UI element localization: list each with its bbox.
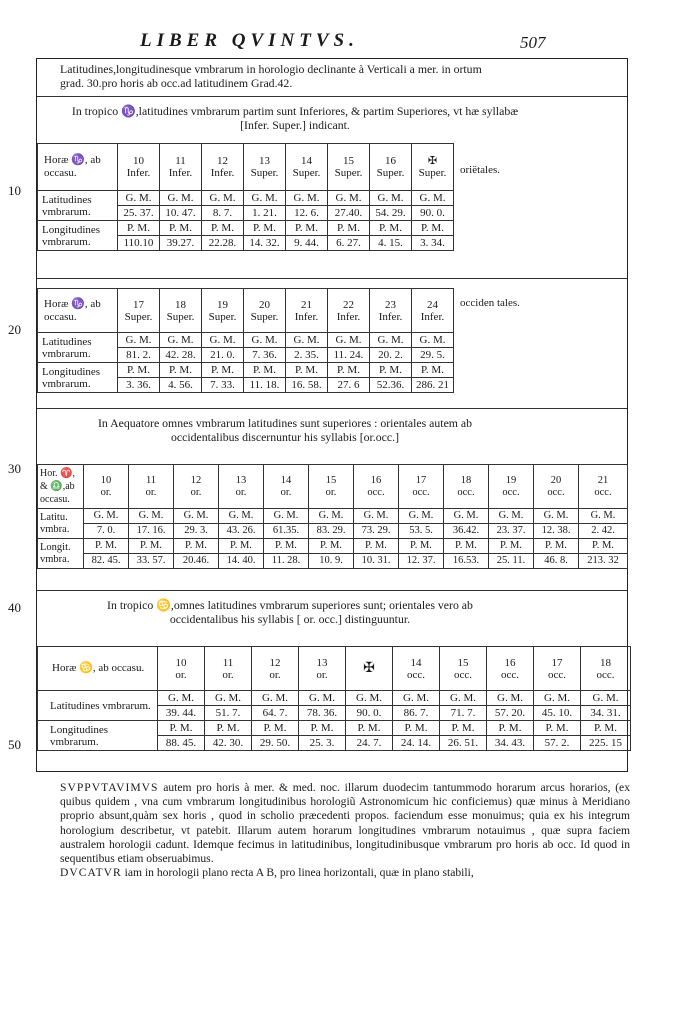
unit-cell: G. M. [118, 333, 160, 348]
unit-cell: P. M. [399, 539, 444, 554]
margin-number-40: 40 [8, 600, 21, 615]
value-cell: 33. 57. [129, 554, 174, 569]
lat-row-label: Latitudines vmbrarum. [38, 191, 118, 221]
unit-cell: P. M. [129, 539, 174, 554]
unit-cell: G. M. [393, 691, 440, 706]
value-cell: 24. 14. [393, 736, 440, 751]
unit-cell: G. M. [118, 191, 160, 206]
cross-icon: ✠ [363, 660, 375, 676]
hour-cell: 22 Infer. [328, 289, 370, 333]
unit-cell: P. M. [581, 721, 631, 736]
value-cell: 20. 2. [370, 348, 412, 363]
hour-cell: 14 Super. [286, 144, 328, 191]
hour-cell: 19 occ. [489, 465, 534, 509]
value-cell: 53. 5. [399, 524, 444, 539]
hour-cell: 24 Infer. [412, 289, 454, 333]
value-cell: 2. 42. [579, 524, 628, 539]
value-cell: 11. 24. [328, 348, 370, 363]
unit-cell: P. M. [412, 221, 454, 236]
hour-cell: 18 Super. [160, 289, 202, 333]
unit-cell: P. M. [202, 221, 244, 236]
value-cell: 110.10 [118, 236, 160, 251]
value-cell: 4. 56. [160, 378, 202, 393]
section-divider [37, 408, 627, 409]
unit-cell: P. M. [534, 721, 581, 736]
unit-cell: G. M. [160, 191, 202, 206]
value-cell: 3. 36. [118, 378, 160, 393]
hour-cell: 11 or. [129, 465, 174, 509]
value-cell: 43. 26. [219, 524, 264, 539]
aequator-table [37, 464, 628, 569]
value-cell: 90. 0. [412, 206, 454, 221]
value-cell: 23. 37. [489, 524, 534, 539]
value-cell: 29. 5. [412, 348, 454, 363]
unit-cell: P. M. [118, 221, 160, 236]
unit-cell: G. M. [534, 509, 579, 524]
hour-cell: 18 occ. [581, 647, 631, 691]
value-cell: 10. 31. [354, 554, 399, 569]
hour-cell: 17 occ. [534, 647, 581, 691]
cancer-intro: In tropico ♋,omnes latitudines vmbrarum superiores sunt; orientales vero ab occidentalibus his syllabis [ or. occ.] distinguuntur. [107, 598, 473, 626]
hour-cell: 15 occ. [440, 647, 487, 691]
value-cell: 25. 3. [299, 736, 346, 751]
margin-number-20: 20 [8, 322, 21, 337]
value-cell: 24. 7. [346, 736, 393, 751]
corner-label: Horæ ♑, ab occasu. [38, 144, 118, 191]
capricorn-table-1 [37, 143, 598, 251]
unit-cell: P. M. [346, 721, 393, 736]
running-title: LIBER QVINTVS. [140, 30, 359, 51]
margin-number-50: 50 [8, 737, 21, 752]
unit-cell: G. M. [244, 191, 286, 206]
unit-cell: G. M. [84, 509, 129, 524]
hour-cell: ✠ Super. [412, 144, 454, 191]
hour-cell: 13 or. [299, 647, 346, 691]
value-cell: 90. 0. [346, 706, 393, 721]
value-cell: 12. 38. [534, 524, 579, 539]
unit-cell: P. M. [205, 721, 252, 736]
unit-cell: P. M. [489, 539, 534, 554]
unit-cell: P. M. [244, 221, 286, 236]
unit-cell: G. M. [244, 333, 286, 348]
hour-cell [346, 647, 393, 691]
cancer-table [37, 646, 631, 751]
unit-cell: G. M. [252, 691, 299, 706]
value-cell: 29. 3. [174, 524, 219, 539]
unit-cell: P. M. [444, 539, 489, 554]
paragraph-lead: DVCATVR [60, 866, 122, 880]
corner-label: Horæ ♋, ab occasu. [38, 647, 158, 691]
unit-cell: P. M. [160, 363, 202, 378]
value-cell: 52.36. [370, 378, 412, 393]
hour-cell: 13 or. [219, 465, 264, 509]
lat-row-label: Latitu. vmbra. [38, 509, 84, 539]
value-cell: 71. 7. [440, 706, 487, 721]
section-divider [37, 590, 627, 591]
unit-cell: P. M. [219, 539, 264, 554]
hour-cell: 12 or. [252, 647, 299, 691]
hour-cell: 17 Super. [118, 289, 160, 333]
unit-cell: G. M. [489, 509, 534, 524]
hour-cell: 16 occ. [487, 647, 534, 691]
unit-cell: P. M. [118, 363, 160, 378]
lon-row-label: Longit. vmbra. [38, 539, 84, 569]
hour-cell: 21 occ. [579, 465, 628, 509]
corner-label: Hor. ♈, & ♎,ab occasu. [38, 465, 84, 509]
value-cell: 16.53. [444, 554, 489, 569]
value-cell: 34. 43. [487, 736, 534, 751]
value-cell: 54. 29. [370, 206, 412, 221]
unit-cell: P. M. [579, 539, 628, 554]
hour-cell: 16 occ. [354, 465, 399, 509]
hour-cell: 23 Infer. [370, 289, 412, 333]
unit-cell: P. M. [354, 539, 399, 554]
value-cell: 3. 34. [412, 236, 454, 251]
hour-cell: 16 Super. [370, 144, 412, 191]
value-cell: 57. 20. [487, 706, 534, 721]
intro-heading: Latitudines,longitudinesque vmbrarum in horologio declinante à Verticali a mer. in ortum grad. 30.pro horis ab occ.ad latitudinem Grad.42. [60, 62, 482, 90]
unit-cell: G. M. [579, 509, 628, 524]
value-cell: 7. 0. [84, 524, 129, 539]
unit-cell: G. M. [354, 509, 399, 524]
unit-cell: G. M. [174, 509, 219, 524]
lon-row-label: Longitudines vmbrarum. [38, 721, 158, 751]
unit-cell: P. M. [158, 721, 205, 736]
hour-cell: 11 or. [205, 647, 252, 691]
capricorn-intro: In tropico ♑,latitudines vmbrarum partim sunt Inferiores, & partim Superiores, vt hæ syllabæ [Infer. Super.] indicant. [71, 104, 519, 132]
hour-cell: 14 occ. [393, 647, 440, 691]
value-cell: 213. 32 [579, 554, 628, 569]
side-note: occiden tales. [460, 296, 520, 309]
hour-cell: 13 Super. [244, 144, 286, 191]
hour-cell: 10 or. [158, 647, 205, 691]
value-cell: 25. 11. [489, 554, 534, 569]
unit-cell: P. M. [264, 539, 309, 554]
value-cell: 11. 28. [264, 554, 309, 569]
value-cell: 10. 9. [309, 554, 354, 569]
lat-row-label: Latitudines vmbrarum. [38, 691, 158, 721]
value-cell: 20.46. [174, 554, 219, 569]
hour-cell: 12 Infer. [202, 144, 244, 191]
value-cell: 4. 15. [370, 236, 412, 251]
lat-row-label: Latitudines vmbrarum. [38, 333, 118, 363]
unit-cell: G. M. [158, 691, 205, 706]
section-divider [37, 96, 627, 97]
unit-cell: G. M. [440, 691, 487, 706]
hour-cell: 14 or. [264, 465, 309, 509]
margin-number-30: 30 [8, 461, 21, 476]
unit-cell: G. M. [370, 333, 412, 348]
unit-cell: P. M. [487, 721, 534, 736]
unit-cell: P. M. [328, 363, 370, 378]
unit-cell: P. M. [393, 721, 440, 736]
hour-cell: 20 Super. [244, 289, 286, 333]
lon-row-label: Longitudines vmbrarum. [38, 221, 118, 251]
hour-cell: 21 Infer. [286, 289, 328, 333]
value-cell: 6. 27. [328, 236, 370, 251]
value-cell: 45. 10. [534, 706, 581, 721]
unit-cell: P. M. [370, 363, 412, 378]
body-paragraph [60, 781, 630, 880]
value-cell: 25. 37. [118, 206, 160, 221]
value-cell: 73. 29. [354, 524, 399, 539]
aequator-intro: In Aequatore omnes vmbrarum latitudines sunt superiores : orientales autem ab occidentalibus discernuntur his syllabis [or.occ.] [97, 416, 473, 444]
value-cell: 22.28. [202, 236, 244, 251]
value-cell: 34. 31. [581, 706, 631, 721]
unit-cell: P. M. [252, 721, 299, 736]
unit-cell: P. M. [370, 221, 412, 236]
value-cell: 83. 29. [309, 524, 354, 539]
unit-cell: G. M. [581, 691, 631, 706]
unit-cell: G. M. [202, 191, 244, 206]
unit-cell: G. M. [299, 691, 346, 706]
lon-row-label: Longitudines vmbrarum. [38, 363, 118, 393]
hour-cell: 15 Super. [328, 144, 370, 191]
unit-cell: G. M. [346, 691, 393, 706]
margin-number-10: 10 [8, 183, 21, 198]
unit-cell: G. M. [399, 509, 444, 524]
value-cell: 27. 6 [328, 378, 370, 393]
unit-cell: G. M. [264, 509, 309, 524]
value-cell: 286. 21 [412, 378, 454, 393]
paragraph-text: iam in horologii plano recta A B, pro linea horizontali, quæ in plano stabili, [124, 866, 474, 880]
unit-cell: G. M. [309, 509, 354, 524]
value-cell: 8. 7. [202, 206, 244, 221]
value-cell: 225. 15 [581, 736, 631, 751]
unit-cell: P. M. [440, 721, 487, 736]
value-cell: 14. 40. [219, 554, 264, 569]
value-cell: 7. 33. [202, 378, 244, 393]
unit-cell: G. M. [202, 333, 244, 348]
unit-cell: G. M. [328, 191, 370, 206]
unit-cell: P. M. [202, 363, 244, 378]
value-cell: 51. 7. [205, 706, 252, 721]
value-cell: 16. 58. [286, 378, 328, 393]
unit-cell: G. M. [205, 691, 252, 706]
value-cell: 82. 45. [84, 554, 129, 569]
value-cell: 9. 44. [286, 236, 328, 251]
value-cell: 86. 7. [393, 706, 440, 721]
page-number: 507 [520, 33, 546, 52]
hour-cell: 12 or. [174, 465, 219, 509]
value-cell: 12. 37. [399, 554, 444, 569]
unit-cell: G. M. [219, 509, 264, 524]
paragraph-lead: SVPPVTAVIMVS [60, 781, 159, 794]
unit-cell: G. M. [286, 333, 328, 348]
unit-cell: P. M. [174, 539, 219, 554]
unit-cell: P. M. [309, 539, 354, 554]
unit-cell: P. M. [328, 221, 370, 236]
unit-cell: P. M. [299, 721, 346, 736]
value-cell: 17. 16. [129, 524, 174, 539]
value-cell: 26. 51. [440, 736, 487, 751]
hour-cell: 15 or. [309, 465, 354, 509]
value-cell: 14. 32. [244, 236, 286, 251]
value-cell: 2. 35. [286, 348, 328, 363]
unit-cell: G. M. [328, 333, 370, 348]
unit-cell: G. M. [412, 191, 454, 206]
value-cell: 42. 30. [205, 736, 252, 751]
unit-cell: G. M. [370, 191, 412, 206]
unit-cell: G. M. [129, 509, 174, 524]
unit-cell: P. M. [534, 539, 579, 554]
value-cell: 21. 0. [202, 348, 244, 363]
unit-cell: P. M. [244, 363, 286, 378]
corner-label: Horæ ♑, ab occasu. [38, 289, 118, 333]
value-cell: 78. 36. [299, 706, 346, 721]
value-cell: 61.35. [264, 524, 309, 539]
hour-cell: 11 Infer. [160, 144, 202, 191]
paragraph-text: autem pro horis à mer. & med. noc. illarum duodecim tantummodo horarum arcus horarios, (ex quibus quidem , vna cum vmbrarum longitudinibus horologiũ Astronomicum hic conficiemus) quæ minus à Meridiano proprio absunt,quàm sex horis , quod in scholio præcedenti propos. faciendum esse monuimus; quia ex his integrum horologium describetur, vt patebit. Illarum autem horarum longitudines vmbrarum notauimus , quæ supra faciem australem horologii cadunt. Idemque fecimus in latitudinibus, longitudinibusque vmbrarum pro horis ab occ. Id quod in sequentibus etiam obseruabimus. [60, 781, 631, 866]
unit-cell: P. M. [160, 221, 202, 236]
unit-cell: G. M. [412, 333, 454, 348]
value-cell: 57. 2. [534, 736, 581, 751]
value-cell: 7. 36. [244, 348, 286, 363]
unit-cell: P. M. [286, 363, 328, 378]
hour-cell: 18 occ. [444, 465, 489, 509]
unit-cell: G. M. [160, 333, 202, 348]
capricorn-table-2 [37, 288, 598, 393]
hour-cell: 19 Super. [202, 289, 244, 333]
unit-cell: G. M. [487, 691, 534, 706]
value-cell: 12. 6. [286, 206, 328, 221]
value-cell: 88. 45. [158, 736, 205, 751]
value-cell: 27.40. [328, 206, 370, 221]
value-cell: 29. 50. [252, 736, 299, 751]
unit-cell: P. M. [84, 539, 129, 554]
unit-cell: P. M. [412, 363, 454, 378]
value-cell: 39. 44. [158, 706, 205, 721]
hour-cell: 20 occ. [534, 465, 579, 509]
value-cell: 1. 21. [244, 206, 286, 221]
hour-cell: 10 or. [84, 465, 129, 509]
unit-cell: P. M. [286, 221, 328, 236]
value-cell: 10. 47. [160, 206, 202, 221]
value-cell: 39.27. [160, 236, 202, 251]
value-cell: 46. 8. [534, 554, 579, 569]
cross-icon: ✠ [427, 155, 438, 167]
value-cell: 36.42. [444, 524, 489, 539]
unit-cell: G. M. [444, 509, 489, 524]
unit-cell: G. M. [534, 691, 581, 706]
hour-cell: 17 occ. [399, 465, 444, 509]
side-note: oriëtales. [460, 163, 501, 176]
section-divider [37, 278, 627, 279]
value-cell: 42. 28. [160, 348, 202, 363]
hour-cell: 10 Infer. [118, 144, 160, 191]
value-cell: 11. 18. [244, 378, 286, 393]
unit-cell: G. M. [286, 191, 328, 206]
value-cell: 64. 7. [252, 706, 299, 721]
value-cell: 81. 2. [118, 348, 160, 363]
